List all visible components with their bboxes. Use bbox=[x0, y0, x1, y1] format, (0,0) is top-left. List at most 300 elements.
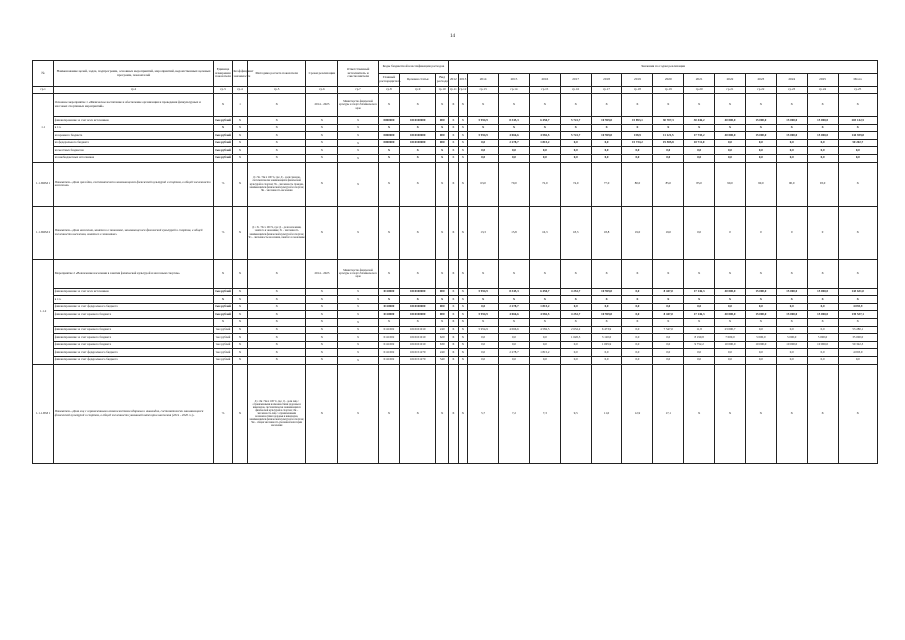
row-year-2012: X bbox=[449, 311, 459, 319]
row-value: X bbox=[591, 259, 622, 288]
row-value: 1 815,2 bbox=[529, 139, 560, 147]
row-term: X bbox=[306, 117, 338, 125]
header-year: 2014 bbox=[468, 74, 499, 87]
table-row bbox=[33, 117, 878, 125]
row-value: 15 734,2 bbox=[622, 139, 653, 147]
row-value: 4 582,5 bbox=[529, 311, 560, 319]
header-vr: Вид расхода bbox=[436, 74, 449, 87]
column-number: гр.7 bbox=[338, 87, 378, 94]
row-value: X bbox=[684, 94, 715, 117]
row-method: X bbox=[247, 117, 306, 125]
row-vr: 240 bbox=[436, 326, 449, 334]
row-coef: X bbox=[233, 356, 248, 364]
row-responsible: Министерство физической культуры и спорта Забайкальского края bbox=[338, 259, 378, 288]
header-num: № bbox=[33, 61, 54, 87]
row-term: X bbox=[306, 147, 338, 155]
row-responsible: X bbox=[338, 303, 378, 311]
row-method: X bbox=[247, 341, 306, 349]
row-vr: X bbox=[436, 94, 449, 117]
row-value: 11 121,5 bbox=[653, 132, 684, 140]
row-value: 0,0 bbox=[807, 139, 838, 147]
row-value: X bbox=[807, 94, 838, 117]
row-value: 0,0 bbox=[807, 147, 838, 155]
row-value: 0,0 bbox=[468, 341, 499, 349]
header-name: Наименование целей, задач, подпрограмм, основных мероприятий, мероприятий, ведомственных целевых программ, показателей bbox=[54, 61, 214, 87]
row-value: 0,0 bbox=[776, 139, 807, 147]
row-value: 1 815,2 bbox=[529, 303, 560, 311]
row-year-2013: X bbox=[458, 162, 468, 206]
row-value: 0,0 bbox=[653, 341, 684, 349]
row-csr: 1010151270 bbox=[400, 349, 436, 357]
row-value: X bbox=[499, 318, 530, 326]
row-value: 0,0 bbox=[622, 334, 653, 342]
row-method: X bbox=[247, 132, 306, 140]
row-responsible: X bbox=[338, 318, 378, 326]
row-csr: 1010100000 bbox=[400, 132, 436, 140]
header-year: 2016 bbox=[529, 74, 560, 87]
row-grbs: 0110000 bbox=[378, 303, 399, 311]
column-number: гр.23 bbox=[776, 87, 807, 94]
row-value: 0,0 bbox=[499, 334, 530, 342]
row-value: X bbox=[715, 94, 746, 117]
row-value: 0,0 bbox=[684, 154, 715, 162]
row-value: X bbox=[560, 318, 591, 326]
row-value: 0,0 bbox=[499, 147, 530, 155]
row-vr: X bbox=[436, 162, 449, 206]
row-value: 40 000,0 bbox=[715, 288, 746, 296]
row-value: 1 815,2 bbox=[529, 349, 560, 357]
row-value: 17 146,3 bbox=[684, 311, 715, 319]
row-value: X bbox=[468, 318, 499, 326]
row-value: 17 735,2 bbox=[684, 132, 715, 140]
row-value: 0,0 bbox=[560, 349, 591, 357]
row-year-2012: X bbox=[449, 341, 459, 349]
row-responsible: X bbox=[338, 288, 378, 296]
column-number: гр.18 bbox=[622, 87, 653, 94]
row-value: 0,0 bbox=[468, 147, 499, 155]
row-method: Д = Чз / Чн х 100 %, где: Д – доля граждан, систематически занимающихся физической культурой и спортом; Чз – численность граждан, занимающихся физической культурой и спортом; Чн – численность населения bbox=[247, 162, 306, 206]
row-value: X bbox=[653, 94, 684, 117]
row-value: X bbox=[529, 124, 560, 132]
row-value: 19,0 bbox=[653, 206, 684, 259]
row-value: X bbox=[529, 94, 560, 117]
column-number: гр.6 bbox=[306, 87, 338, 94]
row-value: 8 447,0 bbox=[653, 288, 684, 296]
row-unit: тыс.рублей bbox=[213, 132, 232, 140]
row-value: 0,0 bbox=[715, 356, 746, 364]
row-grbs: X bbox=[378, 154, 399, 162]
row-value: X bbox=[715, 364, 746, 463]
table-row bbox=[33, 341, 878, 349]
row-coef: X bbox=[233, 364, 248, 463]
row-value: 1 620,5 bbox=[560, 334, 591, 342]
row-coef: X bbox=[233, 117, 248, 125]
row-value: 0,0 bbox=[622, 326, 653, 334]
row-value: 5 000,0 bbox=[776, 334, 807, 342]
row-value: 4 582,5 bbox=[529, 326, 560, 334]
row-total: 53 280,1 bbox=[838, 326, 878, 334]
row-term: X bbox=[306, 318, 338, 326]
row-csr: X bbox=[400, 147, 436, 155]
row-coef: X bbox=[233, 334, 248, 342]
row-name: финансирование за счет федерального бюджета bbox=[54, 303, 214, 311]
row-vr: X bbox=[436, 154, 449, 162]
row-value: 90,0 bbox=[745, 162, 776, 206]
row-responsible: X bbox=[338, 349, 378, 357]
row-value: 5 954,9 bbox=[468, 311, 499, 319]
column-number: гр.15 bbox=[529, 87, 560, 94]
row-value: 15 000,0 bbox=[807, 288, 838, 296]
row-name: из местных бюджетов bbox=[54, 147, 214, 155]
row-value: X bbox=[499, 259, 530, 288]
row-value: 10 599,8 bbox=[591, 117, 622, 125]
column-number: гр.8 bbox=[378, 87, 399, 94]
row-value: X bbox=[745, 318, 776, 326]
row-vr: 000 bbox=[436, 117, 449, 125]
row-vr: 000 bbox=[436, 311, 449, 319]
row-value: X bbox=[529, 296, 560, 304]
row-csr: 1010100000 bbox=[400, 311, 436, 319]
row-year-2013: X bbox=[458, 349, 468, 357]
row-year-2013: X bbox=[458, 117, 468, 125]
row-value: 15 893,1 bbox=[622, 117, 653, 125]
row-value: 0,0 bbox=[653, 303, 684, 311]
row-coef: X bbox=[233, 303, 248, 311]
column-number: гр.11 bbox=[449, 87, 459, 94]
row-value: 0,0 bbox=[560, 139, 591, 147]
row-method: Д = Ли / Чи х 100 %, где: Д – доля лиц с ограниченными возможностями здоровья и инвалидов, систематически занимающихся физической культурой и спортом; Ли – численность лиц с ограниченными возможностями здоровья и инвалидов, занимающихся физической культурой и спортом; Чи – общая численность указанной категории населения bbox=[247, 364, 306, 463]
row-value: 0,0 bbox=[776, 349, 807, 357]
row-csr: X bbox=[400, 124, 436, 132]
row-term: X bbox=[306, 356, 338, 364]
header-term: Сроки реализации bbox=[306, 61, 338, 87]
row-name: в т.ч. bbox=[54, 296, 214, 304]
row-value: 10 000,0 bbox=[745, 341, 776, 349]
row-value: 0,0 bbox=[807, 154, 838, 162]
row-value: 0,0 bbox=[529, 334, 560, 342]
row-value: 0,0 bbox=[560, 154, 591, 162]
row-value: 15 000,0 bbox=[807, 117, 838, 125]
row-unit: тыс.рублей bbox=[213, 139, 232, 147]
row-csr: 1010101010 bbox=[400, 341, 436, 349]
row-value: 0,0 bbox=[468, 303, 499, 311]
header-csr: Целевая статья bbox=[400, 74, 436, 87]
row-value: 6 473,9 bbox=[591, 326, 622, 334]
row-value: X bbox=[591, 296, 622, 304]
row-value: 15 000,0 bbox=[807, 132, 838, 140]
row-unit: тыс.рублей bbox=[213, 147, 232, 155]
row-method: X bbox=[247, 311, 306, 319]
row-unit: X bbox=[213, 318, 232, 326]
row-csr: X bbox=[400, 162, 436, 206]
row-year-2013: X bbox=[458, 124, 468, 132]
row-value: X bbox=[715, 318, 746, 326]
row-number: 1.1.1.ПМ 1 bbox=[33, 364, 54, 463]
row-value: 0,0 bbox=[622, 303, 653, 311]
row-responsible: X bbox=[338, 334, 378, 342]
row-value: 0,0 bbox=[468, 349, 499, 357]
row-value: 0,0 bbox=[776, 356, 807, 364]
row-name: Мероприятие 2 «Вовлечение населения в занятия физической культурой и массовым спортом» bbox=[54, 259, 214, 288]
row-total: 203 142,5 bbox=[838, 117, 878, 125]
row-value: X bbox=[807, 318, 838, 326]
row-value: X bbox=[622, 318, 653, 326]
row-value: 0,0 bbox=[807, 349, 838, 357]
row-grbs: X bbox=[378, 206, 399, 259]
row-name bbox=[54, 318, 214, 326]
row-value: 0,0 bbox=[653, 356, 684, 364]
row-number: 1.1 bbox=[33, 94, 54, 163]
table-row bbox=[33, 311, 878, 319]
row-method: X bbox=[247, 326, 306, 334]
row-total: 0,0 bbox=[838, 356, 878, 364]
row-value: 0,0 bbox=[591, 303, 622, 311]
row-csr: 1010101010 bbox=[400, 334, 436, 342]
row-responsible: X bbox=[338, 311, 378, 319]
row-term: X bbox=[306, 349, 338, 357]
row-year-2013: X bbox=[458, 132, 468, 140]
row-value: 0 bbox=[715, 206, 746, 259]
column-number: гр.19 bbox=[653, 87, 684, 94]
row-csr: 1010100000 bbox=[400, 117, 436, 125]
row-value: 0,0 bbox=[622, 349, 653, 357]
row-responsible: X bbox=[338, 147, 378, 155]
row-number: 1.1.ПОМ 2 bbox=[33, 206, 54, 259]
header-codes: Коды бюджетной классификации расходов bbox=[378, 61, 448, 74]
row-value: 0,0 bbox=[745, 326, 776, 334]
row-year-2013: X bbox=[458, 318, 468, 326]
row-value: 40 000,0 bbox=[715, 117, 746, 125]
row-unit: тыс.рублей bbox=[213, 349, 232, 357]
row-value: X bbox=[653, 124, 684, 132]
row-value: 15 000,0 bbox=[745, 132, 776, 140]
row-value: 0,0 bbox=[622, 356, 653, 364]
row-value: 6 450,7 bbox=[529, 117, 560, 125]
row-vr: 000 bbox=[436, 132, 449, 140]
row-grbs: 0111002 bbox=[378, 326, 399, 334]
row-coef: X bbox=[233, 326, 248, 334]
row-value: 72,0 bbox=[529, 162, 560, 206]
row-value: X bbox=[807, 296, 838, 304]
row-value: 0,0 bbox=[622, 288, 653, 296]
row-value: X bbox=[745, 259, 776, 288]
row-term: X bbox=[306, 124, 338, 132]
row-grbs: X bbox=[378, 296, 399, 304]
row-value: 17 146,3 bbox=[684, 288, 715, 296]
row-value: X bbox=[529, 259, 560, 288]
row-csr: 1010101010 bbox=[400, 326, 436, 334]
header-year: 2024 bbox=[776, 74, 807, 87]
row-responsible: X bbox=[338, 364, 378, 463]
row-value: 3 120,0 bbox=[591, 334, 622, 342]
row-vr: X bbox=[436, 318, 449, 326]
column-number: гр.9 bbox=[400, 87, 436, 94]
row-name: Показатель «Доля граждан, систематически занимающихся физической культурой и спортом, в общей численности населения» bbox=[54, 162, 214, 206]
row-csr: X bbox=[400, 318, 436, 326]
table-row bbox=[33, 132, 878, 140]
row-value: X bbox=[684, 318, 715, 326]
row-value: 0,0 bbox=[684, 147, 715, 155]
table-row bbox=[33, 94, 878, 117]
row-vr: 630 bbox=[436, 341, 449, 349]
row-value: 0,0 bbox=[715, 349, 746, 357]
row-year-2013: X bbox=[458, 326, 468, 334]
table-row bbox=[33, 318, 878, 326]
row-value: X bbox=[745, 124, 776, 132]
row-year-2012: X bbox=[449, 349, 459, 357]
header-year: 2023 bbox=[745, 74, 776, 87]
column-number: гр.5 bbox=[247, 87, 306, 94]
row-total: X bbox=[838, 364, 878, 463]
row-vr: X bbox=[436, 259, 449, 288]
row-name: из краевого бюджета bbox=[54, 132, 214, 140]
row-method: X bbox=[247, 124, 306, 132]
row-value: 0,0 bbox=[745, 349, 776, 357]
row-term: X bbox=[306, 154, 338, 162]
row-name: Показатель «Доля населения, занятого в экономике, занимающегося физической культурой и спортом, в общей численности населения, занятого в экономике» bbox=[54, 206, 214, 259]
row-responsible: X bbox=[338, 139, 378, 147]
header-year: 2025 bbox=[807, 74, 838, 87]
row-value: 70,0 bbox=[499, 162, 530, 206]
row-value: X bbox=[684, 259, 715, 288]
row-value: 4 252,7 bbox=[560, 288, 591, 296]
row-value: 0,0 bbox=[468, 139, 499, 147]
row-value: X bbox=[560, 259, 591, 288]
row-year-2012: X bbox=[449, 334, 459, 342]
row-value: 4 066,6 bbox=[499, 132, 530, 140]
row-value: 0,0 bbox=[468, 334, 499, 342]
table-row bbox=[33, 147, 878, 155]
row-total: 143 631,0 bbox=[838, 288, 878, 296]
row-year-2013: X bbox=[458, 94, 468, 117]
row-value: 0,0 bbox=[684, 356, 715, 364]
row-value: 85,0 bbox=[684, 162, 715, 206]
table-row bbox=[33, 364, 878, 463]
row-grbs: 0000000 bbox=[378, 139, 399, 147]
row-value: 7 000,0 bbox=[715, 334, 746, 342]
header-method: Методика расчета показателя bbox=[247, 61, 306, 87]
header-year: 2017 bbox=[560, 74, 591, 87]
row-year-2012: X bbox=[449, 206, 459, 259]
row-responsible: X bbox=[338, 124, 378, 132]
row-value: X bbox=[776, 296, 807, 304]
column-number: гр.4 bbox=[233, 87, 248, 94]
row-unit: X bbox=[213, 94, 232, 117]
table-row bbox=[33, 296, 878, 304]
row-vr: 000 bbox=[436, 139, 449, 147]
row-responsible: X bbox=[338, 341, 378, 349]
row-term: X bbox=[306, 162, 338, 206]
row-responsible: X bbox=[338, 326, 378, 334]
row-name: из федерального бюджета bbox=[54, 139, 214, 147]
row-method: X bbox=[247, 94, 306, 117]
row-value: 5,7 bbox=[468, 364, 499, 463]
row-value: X bbox=[499, 124, 530, 132]
row-value: 2 278,7 bbox=[499, 139, 530, 147]
row-value: X bbox=[622, 296, 653, 304]
row-value: X bbox=[499, 296, 530, 304]
row-method: X bbox=[247, 139, 306, 147]
row-year-2013: X bbox=[458, 364, 468, 463]
row-total: 35 000,0 bbox=[838, 334, 878, 342]
row-value: 74,0 bbox=[560, 162, 591, 206]
row-grbs: 0111002 bbox=[378, 341, 399, 349]
row-value: 93,0 bbox=[807, 162, 838, 206]
row-value: 0,0 bbox=[807, 303, 838, 311]
row-value: X bbox=[715, 296, 746, 304]
row-value: 0,0 bbox=[745, 356, 776, 364]
row-value: X bbox=[468, 124, 499, 132]
row-unit: тыс.рублей bbox=[213, 326, 232, 334]
row-method: X bbox=[247, 296, 306, 304]
row-total: 4 093,9 bbox=[838, 303, 878, 311]
row-unit: тыс.рублей bbox=[213, 154, 232, 162]
row-value: 5 954,9 bbox=[468, 117, 499, 125]
row-value: 0,0 bbox=[684, 303, 715, 311]
row-value: 77,0 bbox=[591, 162, 622, 206]
row-value: 15 000,0 bbox=[745, 117, 776, 125]
row-value: X bbox=[622, 124, 653, 132]
row-value: 0,0 bbox=[715, 139, 746, 147]
row-value: 0,0 bbox=[468, 356, 499, 364]
row-year-2013: X bbox=[458, 356, 468, 364]
row-total: 144 939,8 bbox=[838, 132, 878, 140]
row-value: 10 599,8 bbox=[591, 132, 622, 140]
row-vr: 620 bbox=[436, 334, 449, 342]
row-value: 0,0 bbox=[715, 303, 746, 311]
row-value: 23 000,7 bbox=[715, 326, 746, 334]
row-name: Основное мероприятие 1 «Физическое воспитание и обеспечение организации и проведения физкультурных и массовых спортивных мероприятий» bbox=[54, 94, 214, 117]
row-value: 17,1 bbox=[653, 364, 684, 463]
row-term: X bbox=[306, 364, 338, 463]
row-value: 15 000,0 bbox=[745, 288, 776, 296]
row-value: 0,0 bbox=[529, 356, 560, 364]
row-total: X bbox=[838, 318, 878, 326]
row-coef: 1 bbox=[233, 94, 248, 117]
row-grbs: X bbox=[378, 94, 399, 117]
header-year: 2022 bbox=[715, 74, 746, 87]
row-value: 40 000,0 bbox=[715, 132, 746, 140]
row-year-2012: X bbox=[449, 259, 459, 288]
row-term: X bbox=[306, 296, 338, 304]
row-year-2013: X bbox=[458, 334, 468, 342]
row-year-2012: X bbox=[449, 117, 459, 125]
row-total: 0,0 bbox=[838, 154, 878, 162]
row-value: X bbox=[468, 94, 499, 117]
header-year: 2020 bbox=[653, 74, 684, 87]
row-value: 0,0 bbox=[622, 147, 653, 155]
row-year-2012: X bbox=[449, 296, 459, 304]
row-term: 2014 - 2025 bbox=[306, 94, 338, 117]
row-responsible: Министерство физической культуры и спорта Забайкальского края bbox=[338, 94, 378, 117]
header-year: 2015 bbox=[499, 74, 530, 87]
row-value: 6 450,7 bbox=[529, 288, 560, 296]
row-name: в т.ч. bbox=[54, 124, 214, 132]
row-value: 10 711,0 bbox=[684, 139, 715, 147]
row-year-2013: X bbox=[458, 311, 468, 319]
row-value: 5 954,9 bbox=[468, 288, 499, 296]
header-year: 2018 bbox=[591, 74, 622, 87]
row-method: X bbox=[247, 303, 306, 311]
column-number: гр.17 bbox=[591, 87, 622, 94]
row-year-2013: X bbox=[458, 303, 468, 311]
row-value: 0,0 bbox=[560, 341, 591, 349]
row-vr: X bbox=[436, 147, 449, 155]
row-value: 4 066,6 bbox=[499, 326, 530, 334]
column-number: гр.21 bbox=[715, 87, 746, 94]
row-method: X bbox=[247, 147, 306, 155]
row-vr: 540 bbox=[436, 356, 449, 364]
